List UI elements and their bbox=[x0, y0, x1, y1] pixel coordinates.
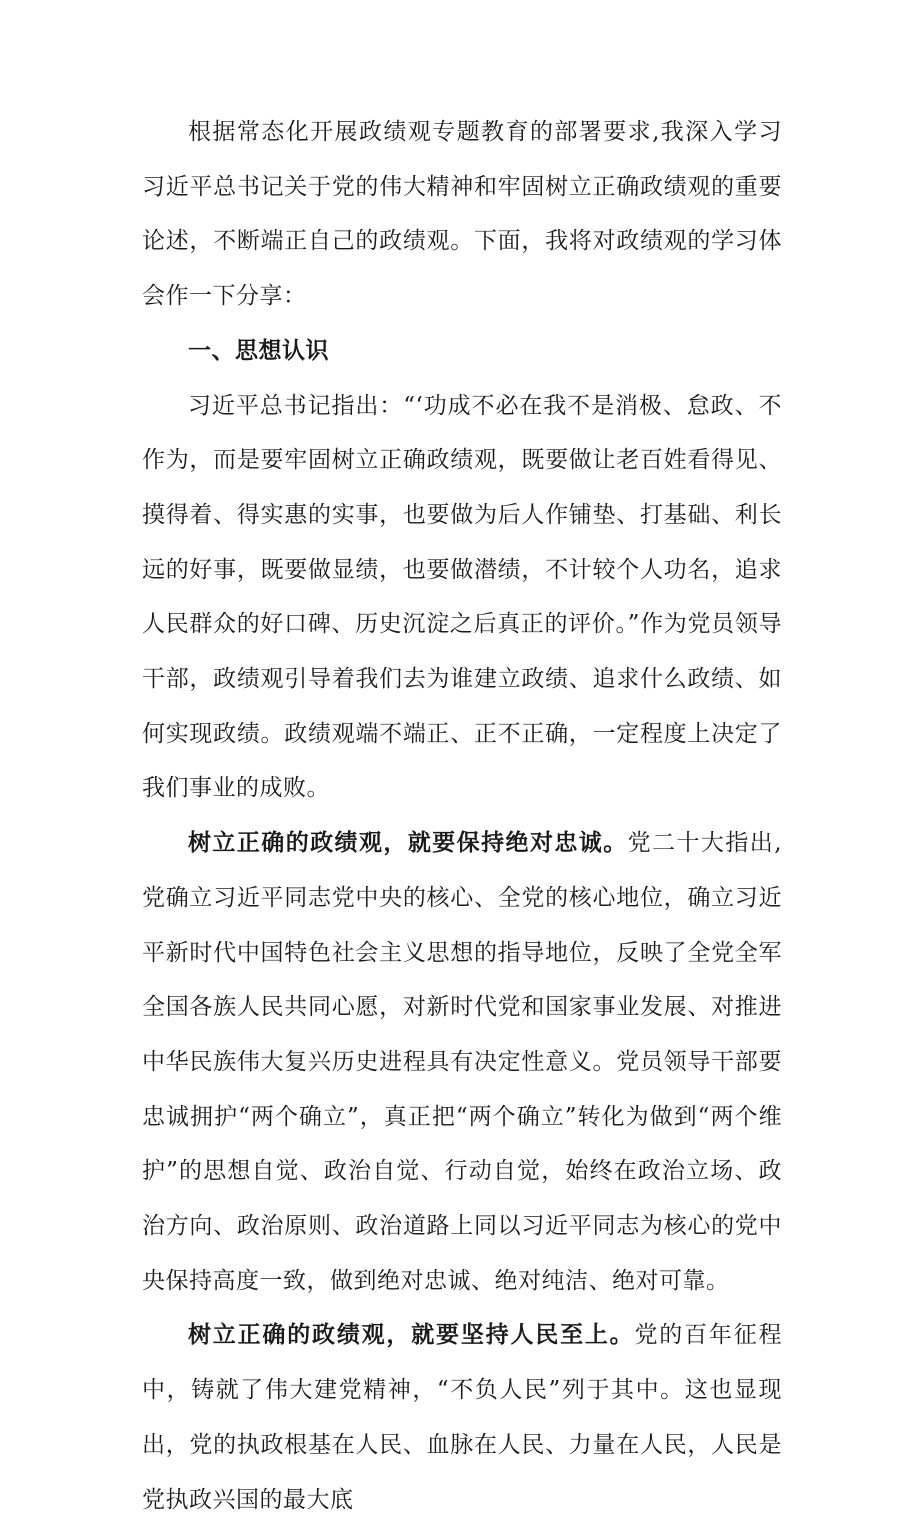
quote-paragraph: 习近平总书记指出：“‘功成不必在我不是消极、怠政、不作为，而是要牢固树立正确政绩观，既要做让老百姓看得见、摸得着、得实惠的实事，也要做为后人作铺垫、打基础、利长远的好事，既要做显绩，也要做潜绩，不计较个人功名，追求人民群众的好口碑、历史沉淀之后真正的评价。”作为党员领导干部，政绩观引导着我们去为谁建立政绩、追求什么政绩、如何实现政绩。政绩观端不端正、正不正确，一定程度上决定了我们事业的成败。 bbox=[142, 392, 782, 802]
loyalty-paragraph bbox=[142, 816, 782, 1308]
loyalty-lead-sentence: 树立正确的政绩观，就要保持绝对忠诚。 bbox=[188, 830, 628, 857]
document-page bbox=[142, 105, 782, 1527]
people-lead-sentence: 树立正确的政绩观，就要坚持人民至上。 bbox=[188, 1322, 635, 1349]
people-paragraph bbox=[142, 1308, 782, 1527]
loyalty-body-text: 党二十大指出,党确立习近平同志党中央的核心、全党的核心地位，确立习近平新时代中国特色社会主义思想的指导地位，反映了全党全军全国各族人民共同心愿，对新时代党和国家事业发展、对推进中华民族伟大复兴历史进程具有决定性意义。党员领导干部要忠诚拥护“两个确立”，真正把“两个确立”转化为做到“两个维护”的思想自觉、政治自觉、行动自觉，始终在政治立场、政治方向、政治原则、政治道路上同以习近平同志为核心的党中央保持高度一致，做到绝对忠诚、绝对纯洁、绝对可靠。 bbox=[142, 830, 782, 1294]
section-heading: 一、思想认识 bbox=[188, 337, 329, 364]
intro-paragraph: 根据常态化开展政绩观专题教育的部署要求,我深入学习习近平总书记关于党的伟大精神和牢固树立正确政绩观的重要论述，不断端正自己的政绩观。下面，我将对政绩观的学习体会作一下分享： bbox=[142, 119, 782, 310]
people-body-text: 党的百年征程中，铸就了伟大建党精神，“不负人民”列于其中。这也显现出，党的执政根基在人民、血脉在人民、力量在人民，人民是党执政兴国的最大底 bbox=[142, 1322, 783, 1513]
